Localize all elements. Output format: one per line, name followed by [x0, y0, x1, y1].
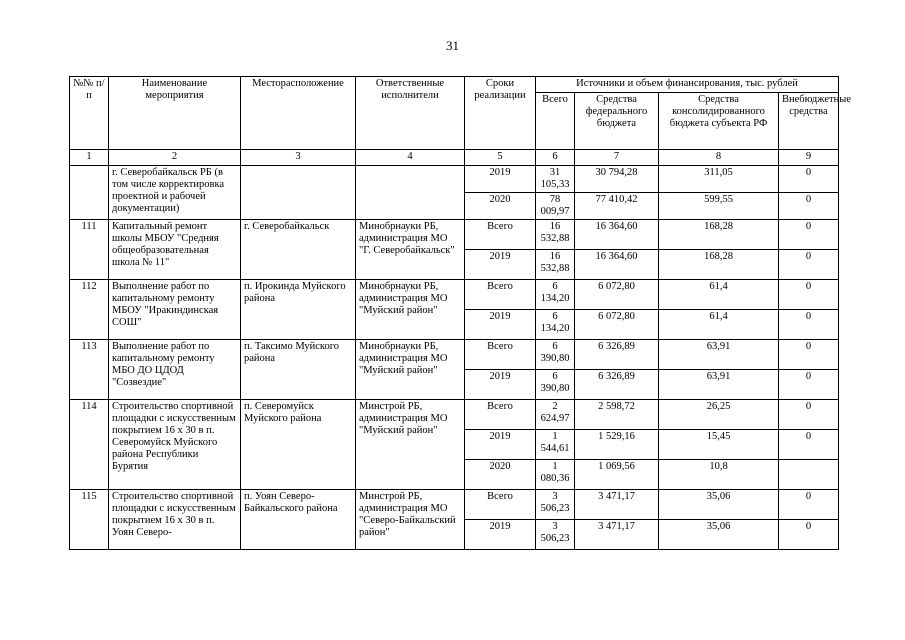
consolidated-cell: 61,4 [659, 280, 779, 310]
entry-number-cell [70, 166, 109, 220]
column-index-cell: 5 [465, 150, 536, 166]
consolidated-cell: 63,91 [659, 370, 779, 400]
federal-cell: 16 364,60 [575, 220, 659, 250]
total-cell: 16 532,88 [536, 220, 575, 250]
federal-cell: 6 326,89 [575, 340, 659, 370]
federal-cell: 3 471,17 [575, 490, 659, 520]
entry-location-cell: п. Таксимо Муйского района [241, 340, 356, 400]
table-row [70, 280, 839, 310]
offbudget-cell: 0 [779, 310, 839, 340]
entry-name-cell: Выполнение работ по капитальному ремонту МБО ДО ЦДОД "Созвездие" [109, 340, 241, 400]
offbudget-cell: 0 [779, 400, 839, 430]
offbudget-cell [779, 460, 839, 490]
entry-location-cell [241, 166, 356, 220]
term-cell: 2019 [465, 250, 536, 280]
total-cell: 6 390,80 [536, 340, 575, 370]
federal-cell: 30 794,28 [575, 166, 659, 193]
term-cell: 2019 [465, 520, 536, 550]
table-row [70, 490, 839, 520]
term-cell: Всего [465, 490, 536, 520]
column-index-cell: 3 [241, 150, 356, 166]
federal-cell: 2 598,72 [575, 400, 659, 430]
entry-executor-cell: Минстрой РБ, администрация МО "Муйский район" [356, 400, 465, 490]
term-cell: 2019 [465, 166, 536, 193]
total-cell: 78 009,97 [536, 193, 575, 220]
header-funding: Источники и объем финансирования, тыс. рублей [536, 77, 839, 93]
header-num: №№ п/п [70, 77, 109, 150]
entry-executor-cell: Минстрой РБ, администрация МО "Северо-Байкальский район" [356, 490, 465, 550]
entry-number-cell: 113 [70, 340, 109, 400]
federal-cell: 16 364,60 [575, 250, 659, 280]
funding-table [69, 76, 851, 550]
entry-executor-cell [356, 166, 465, 220]
entry-name-cell: Выполнение работ по капитальному ремонту МБОУ "Иракиндинская СОШ" [109, 280, 241, 340]
total-cell: 1 544,61 [536, 430, 575, 460]
federal-cell: 1 529,16 [575, 430, 659, 460]
offbudget-cell: 0 [779, 280, 839, 310]
column-index-cell: 9 [779, 150, 839, 166]
total-cell: 16 532,88 [536, 250, 575, 280]
total-cell: 6 134,20 [536, 310, 575, 340]
entry-executor-cell: Минобрнауки РБ, администрация МО "Муйский район" [356, 280, 465, 340]
entry-number-cell: 111 [70, 220, 109, 280]
header-federal: Средства федерального бюджета [575, 93, 659, 150]
offbudget-cell: 0 [779, 250, 839, 280]
entry-location-cell: п. Уоян Северо-Байкальского района [241, 490, 356, 550]
table-row [70, 340, 839, 370]
term-cell: Всего [465, 400, 536, 430]
total-cell: 3 506,23 [536, 490, 575, 520]
column-index-cell: 1 [70, 150, 109, 166]
consolidated-cell: 61,4 [659, 310, 779, 340]
entry-name-cell: Строительство спортивной площадки с искусственным покрытием 16 х 30 в п. Уоян Северо- [109, 490, 241, 550]
entry-location-cell: г. Северобайкальск [241, 220, 356, 280]
entry-number-cell: 115 [70, 490, 109, 550]
offbudget-cell: 0 [779, 490, 839, 520]
term-cell: 2020 [465, 193, 536, 220]
term-cell: Всего [465, 220, 536, 250]
entry-number-cell: 114 [70, 400, 109, 490]
column-index-cell: 7 [575, 150, 659, 166]
consolidated-cell: 10,8 [659, 460, 779, 490]
federal-cell: 6 072,80 [575, 280, 659, 310]
consolidated-cell: 35,06 [659, 520, 779, 550]
header-location: Месторасположение [241, 77, 356, 150]
offbudget-cell: 0 [779, 193, 839, 220]
header-offbudget: Внебюджетные средства [779, 93, 839, 150]
consolidated-cell: 599,55 [659, 193, 779, 220]
term-cell: 2020 [465, 460, 536, 490]
offbudget-cell: 0 [779, 370, 839, 400]
federal-cell: 6 326,89 [575, 370, 659, 400]
header-row [70, 77, 839, 93]
term-cell: 2019 [465, 310, 536, 340]
offbudget-cell: 0 [779, 220, 839, 250]
total-cell: 31 105,33 [536, 166, 575, 193]
consolidated-cell: 168,28 [659, 250, 779, 280]
consolidated-cell: 63,91 [659, 340, 779, 370]
offbudget-cell: 0 [779, 430, 839, 460]
total-cell: 2 624,97 [536, 400, 575, 430]
header-terms: Сроки реализации [465, 77, 536, 150]
table-row [70, 220, 839, 250]
header-total: Всего [536, 93, 575, 150]
column-index-cell: 8 [659, 150, 779, 166]
header-name: Наименование мероприятия [109, 77, 241, 150]
offbudget-cell: 0 [779, 166, 839, 193]
consolidated-cell: 15,45 [659, 430, 779, 460]
term-cell: 2019 [465, 430, 536, 460]
federal-cell: 6 072,80 [575, 310, 659, 340]
term-cell: Всего [465, 280, 536, 310]
page-number: 31 [446, 38, 459, 53]
entry-executor-cell: Минобрнауки РБ, администрация МО "Г. Северобайкальск" [356, 220, 465, 280]
table-row [70, 166, 839, 193]
term-cell: 2019 [465, 370, 536, 400]
consolidated-cell: 168,28 [659, 220, 779, 250]
consolidated-cell: 26,25 [659, 400, 779, 430]
federal-cell: 3 471,17 [575, 520, 659, 550]
column-index-cell: 2 [109, 150, 241, 166]
table-row [70, 400, 839, 430]
total-cell: 6 390,80 [536, 370, 575, 400]
total-cell: 3 506,23 [536, 520, 575, 550]
entry-location-cell: п. Северомуйск Муйского района [241, 400, 356, 490]
column-index-row [70, 150, 839, 166]
header-consolidated: Средства консолидированного бюджета субъекта РФ [659, 93, 779, 150]
federal-cell: 1 069,56 [575, 460, 659, 490]
consolidated-cell: 35,06 [659, 490, 779, 520]
column-index-cell: 6 [536, 150, 575, 166]
consolidated-cell: 311,05 [659, 166, 779, 193]
entry-number-cell: 112 [70, 280, 109, 340]
total-cell: 1 080,36 [536, 460, 575, 490]
federal-cell: 77 410,42 [575, 193, 659, 220]
entry-name-cell: Строительство спортивной площадки с искусственным покрытием 16 х 30 в п. Северомуйск Муйского района Республики Бурятия [109, 400, 241, 490]
term-cell: Всего [465, 340, 536, 370]
column-index-cell: 4 [356, 150, 465, 166]
total-cell: 6 134,20 [536, 280, 575, 310]
entry-name-cell: Капитальный ремонт школы МБОУ "Средняя общеобразовательная школа № 11" [109, 220, 241, 280]
entry-name-cell: г. Северобайкальск РБ (в том числе корректировка проектной и рабочей документации) [109, 166, 241, 220]
entry-executor-cell: Минобрнауки РБ, администрация МО "Муйский район" [356, 340, 465, 400]
offbudget-cell: 0 [779, 520, 839, 550]
header-executors: Ответственные исполнители [356, 77, 465, 150]
entry-location-cell: п. Ирокинда Муйского района [241, 280, 356, 340]
offbudget-cell: 0 [779, 340, 839, 370]
